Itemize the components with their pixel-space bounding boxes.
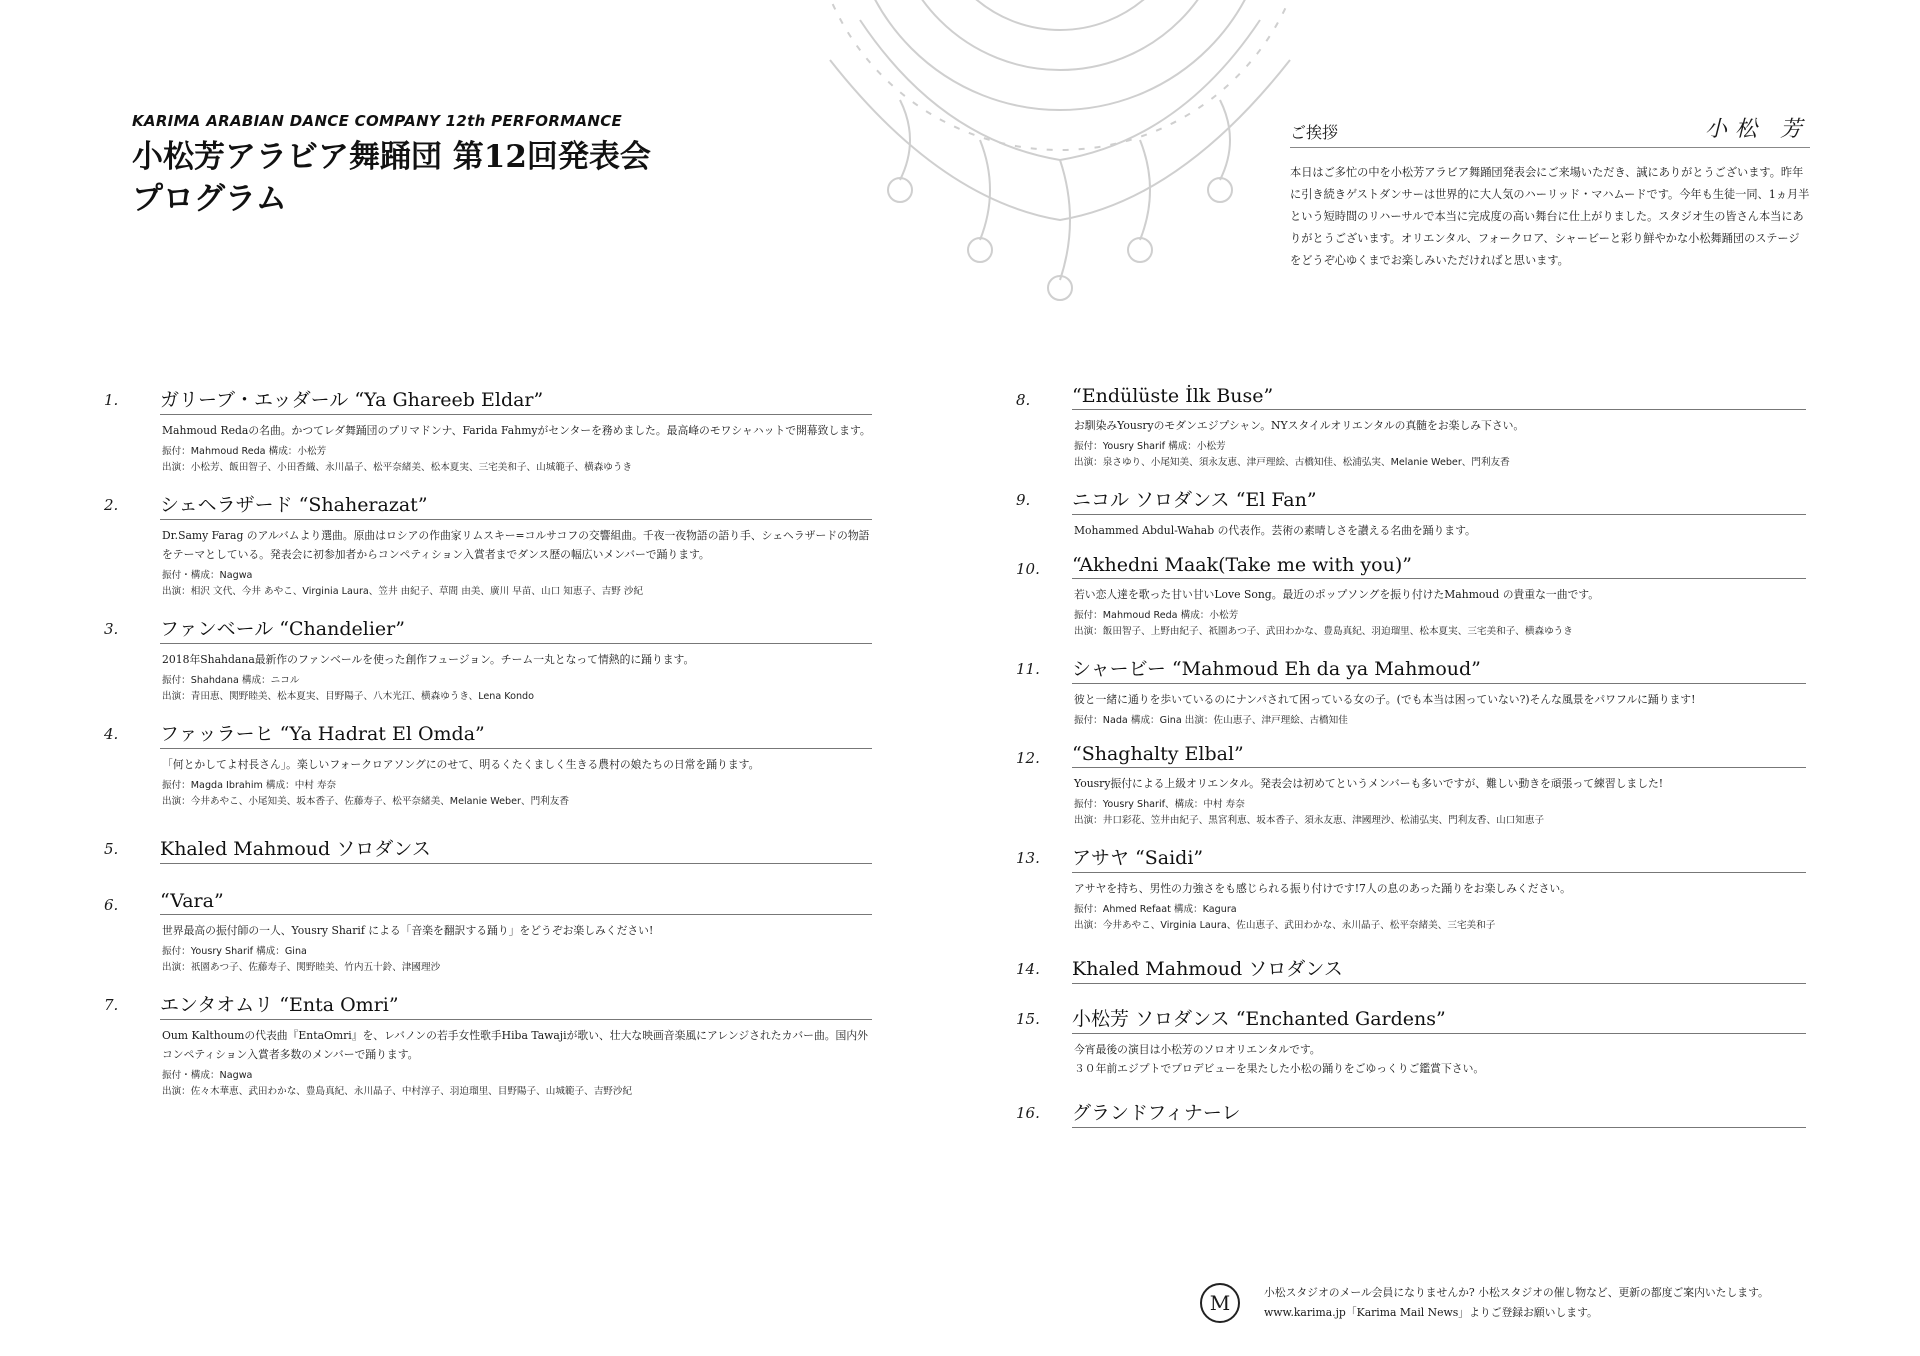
program-right-column [1016,385,1806,1142]
program-item [1016,385,1806,471]
program-item [104,990,872,1100]
program-item-header [104,614,872,644]
program-credit-cast: 出演：今井あやこ、Virginia Laura、佐山恵子、武田わかな、永川晶子、松平奈緒美、三宅美和子 [1074,920,1496,931]
program-title: ガリーブ・エッダール “Ya Ghareeb Eldar” [160,389,544,411]
program-credit-cast: 出演：佐々木華恵、武田わかな、豊島真紀、永川晶子、中村淳子、羽迫瑠里、目野陽子、山城範子、吉野沙紀 [162,1086,633,1097]
program-title: グランドフィナーレ [1072,1102,1241,1124]
program-credit-cast: 出演：今井あやこ、小尾知美、坂本香子、佐藤寿子、松平奈緒美、Melanie Weber、門利友香 [162,796,569,807]
program-description: アサヤを持ち、男性の力強さをも感じられる振り付けです!7人の息のあった踊りをお楽しみください。 [1074,882,1571,895]
program-item [104,719,872,810]
program-item [1016,954,1806,984]
program-number: 15. [1016,1010,1040,1028]
program-number: 3. [104,620,119,638]
program-item-header [104,990,872,1020]
program-credit-choreography: 振付：Nada 構成：Gina 出演：佐山恵子、津戸理絵、古橋知佳 [1074,715,1348,726]
program-description: 若い恋人達を歌った甘い甘いLove Song。最近のポップソングを振り付けたMahmoud の貴重な一曲です。 [1074,588,1600,601]
program-item [104,834,872,864]
program-description: お馴染みYousryのモダンエジプシャン。NYスタイルオリエンタルの真髄をお楽しみ下さい。 [1074,419,1525,432]
program-credit-cast: 出演：飯田智子、上野由紀子、祇園あつ子、武田わかな、豊島真紀、羽迫瑠里、松本夏実、三宅美和子、横森ゆうき [1074,626,1573,637]
header [132,112,651,220]
program-item-header [1016,743,1806,768]
program-item [1016,554,1806,640]
program-description: Mohammed Abdul-Wahab の代表作。芸術の素晴しさを讃える名曲を踊ります。 [1074,524,1476,537]
program-title: “Endülüste İlk Buse” [1072,385,1274,407]
greeting-signature: 小松 芳 [1705,117,1810,142]
program-item-header [1016,385,1806,410]
greeting-section [1290,112,1810,272]
program-title: エンタオムリ “Enta Omri” [160,994,399,1016]
program-title: Khaled Mahmoud ソロダンス [160,838,431,860]
program-number: 13. [1016,849,1040,867]
program-item [1016,1098,1806,1128]
program-item [104,490,872,600]
program-item [1016,485,1806,540]
program-description: 2018年Shahdana最新作のファンベールを使った創作フュージョン。チーム一丸となって情熱的に踊ります。 [162,653,695,666]
program-item-header [1016,843,1806,873]
program-number: 11. [1016,660,1040,678]
program-number: 7. [104,996,119,1014]
program-number: 5. [104,840,119,858]
program-title: シャービー “Mahmoud Eh da ya Mahmoud” [1072,658,1481,680]
program-title: 小松芳 ソロダンス “Enchanted Gardens” [1072,1008,1446,1030]
program-credit-cast: 出演：相沢 文代、今井 あやこ、Virginia Laura、笠井 由紀子、草間 由美、廣川 早苗、山口 知恵子、吉野 沙紀 [162,586,644,597]
program-number: 14. [1016,960,1040,978]
program-item [104,890,872,976]
program-credit-choreography: 振付・構成：Nagwa [162,570,253,581]
program-left-column [104,385,872,1114]
mail-notice-line2: www.karima.jp「Karima Mail News」よりご登録お願いします。 [1264,1306,1598,1319]
program-credit-cast: 出演：青田恵、関野睦美、松本夏実、目野陽子、八木光江、横森ゆうき、Lena Kondo [162,691,535,702]
decorative-mandala [740,0,1380,310]
program-description: 「何とかしてよ村長さん」。楽しいフォークロアソングにのせて、明るくたくましく生きる農村の娘たちの日常を踊ります。 [162,758,760,771]
greeting-label: ご挨拶 [1290,123,1339,142]
program-credit-choreography: 振付：Mahmoud Reda 構成：小松芳 [1074,610,1239,621]
program-number: 2. [104,496,119,514]
program-item-header [1016,1098,1806,1128]
program-credit-choreography: 振付・構成：Nagwa [162,1070,253,1081]
greeting-header [1290,112,1810,148]
program-number: 6. [104,896,119,914]
japanese-title [132,136,651,220]
program-item-header [1016,654,1806,684]
program-credit-choreography: 振付：Ahmed Refaat 構成：Kagura [1074,904,1237,915]
program-title: “Vara” [160,890,224,912]
program-item [104,385,872,476]
program-item [1016,654,1806,729]
program-item-header [104,719,872,749]
program-credit-choreography: 振付：Shahdana 構成：ニコル [162,675,300,686]
program-item-header [104,834,872,864]
program-title: アサヤ “Saidi” [1072,847,1204,869]
program-item-header [104,385,872,415]
program-description-line2: ３０年前エジプトでプロデビューを果たした小松の踊りをごゆっくりご鑑賞下さい。 [1074,1062,1485,1075]
program-credit-choreography: 振付：Magda Ibrahim 構成：中村 寿奈 [162,780,337,791]
program-credit-cast: 出演：祇園あつ子、佐藤寿子、関野睦美、竹内五十鈴、津國理沙 [162,962,441,973]
program-title: ファンベール “Chandelier” [160,618,405,640]
mail-notice-text [1264,1283,1769,1323]
karima-logo: M [1200,1283,1240,1323]
program-title: ニコル ソロダンス “El Fan” [1072,489,1317,511]
program-description: Yousry振付による上級オリエンタル。発表会は初めてというメンバーも多いですが、難しい動きを頑張って練習しました! [1074,777,1664,790]
program-credit-choreography: 振付：Yousry Sharif 構成：Gina [162,946,307,957]
program-number: 16. [1016,1104,1040,1122]
program-credit-choreography: 振付：Yousry Sharif 構成：小松芳 [1074,441,1226,452]
program-title: ファッラーヒ “Ya Hadrat El Omda” [160,723,485,745]
program-item [1016,843,1806,934]
program-description: Dr.Samy Farag のアルバムより選曲。原曲はロシアの作曲家リムスキー=コルサコフの交響組曲。千夜一夜物語の語り手、シェヘラザードの物語をテーマとしている。発表会に初参加者からコンペティション入賞者までダンス歴の幅広いメンバーで踊ります。 [162,529,870,561]
mail-notice-line1: 小松スタジオのメール会員になりませんか? 小松スタジオの催し物など、更新の都度ご案内いたします。 [1264,1286,1769,1299]
program-number: 8. [1016,391,1031,409]
english-title: KARIMA ARABIAN DANCE COMPANY 12th PERFORMANCE [132,112,623,130]
program-title: “Akhedni Maak(Take me with you)” [1072,554,1412,576]
japanese-title-line1: 小松芳アラビア舞踊団 第12回発表会 [132,139,651,175]
program-item-header [1016,1004,1806,1034]
japanese-title-line2: プログラム [132,181,287,217]
mail-news-notice [1200,1283,1810,1323]
program-description: Oum Kalthoumの代表曲『EntaOmri』を、レバノンの若手女性歌手Hiba Tawajiが歌い、壮大な映画音楽風にアレンジされたカバー曲。国内外コンペティション入賞者多数のメンバーで踊ります。 [162,1029,868,1061]
program-item-header [1016,554,1806,579]
program-item-header [1016,954,1806,984]
program-description: 今宵最後の演目は小松芳のソロオリエンタルです。 [1074,1043,1321,1056]
program-number: 4. [104,725,119,743]
program-item [1016,1004,1806,1078]
program-number: 9. [1016,491,1031,509]
program-item-header [104,490,872,520]
program-title: Khaled Mahmoud ソロダンス [1072,958,1343,980]
greeting-body: 本日はご多忙の中を小松芳アラビア舞踊団発表会にご来場いただき、誠にありがとうございます。昨年に引き続きゲストダンサーは世界的に大人気のハーリッド・マハムードです。今年も生徒一同、1ヵ月半という短時間のリハーサルで本当に完成度の高い舞台に仕上がりました。スタジオ生の皆さん本当にありがとうございます。オリエンタル、フォークロア、シャービーと彩り鮮やかな小松舞踊団のステージをどうぞ心ゆくまでお楽しみいただければと思います。 [1290,166,1810,267]
program-description: 彼と一緒に通りを歩いているのにナンパされて困っている女の子。(でも本当は困っていない?)そんな風景をパワフルに踊ります! [1074,693,1696,706]
program-credit-choreography: 振付：Mahmoud Reda 構成：小松芳 [162,446,327,457]
program-number: 1. [104,391,119,409]
program-credit-cast: 出演：泉さゆり、小尾知美、須永友恵、津戸理絵、古橋知佳、松浦弘実、Melanie Weber、門利友香 [1074,457,1510,468]
program-item-header [104,890,872,915]
program-title: シェヘラザード “Shaherazat” [160,494,428,516]
program-credit-cast: 出演：小松芳、飯田智子、小田香織、永川晶子、松平奈緒美、松本夏実、三宅美和子、山城範子、横森ゆうき [162,462,633,473]
program-credit-cast: 出演：井口彩花、笠井由紀子、黒宮利恵、坂本香子、須永友恵、津國理沙、松浦弘実、門利友香、山口知恵子 [1074,815,1545,826]
program-title: “Shaghalty Elbal” [1072,743,1244,765]
program-number: 10. [1016,560,1040,578]
program-item [1016,743,1806,829]
program-item-header [1016,485,1806,515]
program-item [104,614,872,705]
program-number: 12. [1016,749,1040,767]
program-description: Mahmoud Redaの名曲。かつてレダ舞踊団のプリマドンナ、Farida Fahmyがセンターを務めました。最高峰のモワシャハットで開幕致します。 [162,424,871,437]
program-description: 世界最高の振付師の一人、Yousry Sharif による「音楽を翻訳する踊り」をどうぞお楽しみください! [162,924,654,937]
program-credit-choreography: 振付：Yousry Sharif、構成：中村 寿奈 [1074,799,1245,810]
